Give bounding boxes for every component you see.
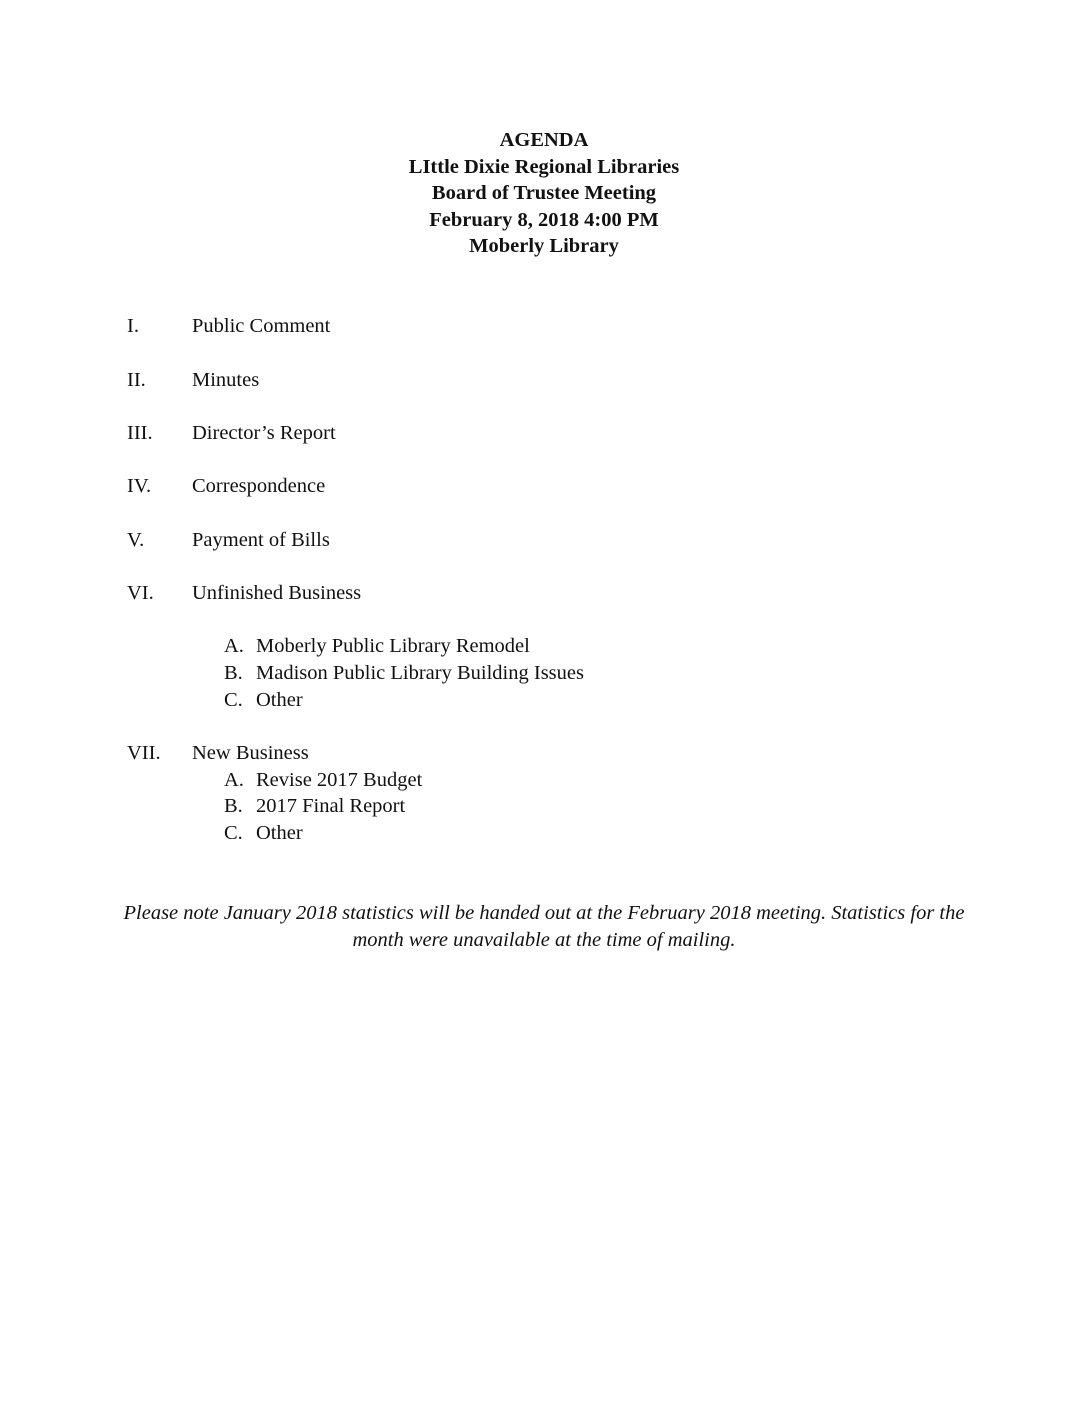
meeting-location: Moberly Library bbox=[469, 235, 619, 258]
organization-name: LIttle Dixie Regional Libraries bbox=[408, 155, 680, 178]
subitem-label: Other bbox=[256, 689, 303, 711]
subitem-label: 2017 Final Report bbox=[256, 795, 406, 817]
subitem-label: Moberly Public Library Remodel bbox=[256, 635, 530, 657]
item-label: Director’s Report bbox=[192, 422, 336, 444]
item-label: Minutes bbox=[192, 369, 260, 391]
item-label: Payment of Bills bbox=[192, 529, 330, 551]
item-label: Unfinished Business bbox=[192, 582, 362, 604]
subitem-label: Other bbox=[256, 822, 303, 844]
item-numeral: V. bbox=[127, 529, 145, 551]
subitem-letter: B. bbox=[224, 795, 243, 817]
item-numeral: III. bbox=[127, 422, 153, 444]
item-numeral: II. bbox=[127, 369, 146, 391]
agenda-title: AGENDA bbox=[499, 129, 589, 151]
subitem-letter: C. bbox=[224, 822, 243, 844]
subitem-label: Revise 2017 Budget bbox=[256, 769, 423, 791]
item-label: Correspondence bbox=[192, 475, 326, 497]
item-label: New Business bbox=[192, 742, 309, 764]
item-numeral: VII. bbox=[127, 742, 161, 764]
subitem-letter: B. bbox=[224, 662, 243, 684]
meeting-name: Board of Trustee Meeting bbox=[431, 182, 657, 205]
statistics-note: Please note January 2018 statistics will be handed out at the February 2018 meeting. Statistics for the month were unavailable at the time of mailing. bbox=[123, 902, 965, 951]
item-numeral: I. bbox=[127, 315, 139, 337]
subitem-letter: C. bbox=[224, 689, 243, 711]
subitem-letter: A. bbox=[224, 769, 244, 791]
item-numeral: IV. bbox=[127, 475, 152, 497]
subitem-label: Madison Public Library Building Issues bbox=[256, 662, 584, 684]
item-numeral: VI. bbox=[127, 582, 154, 604]
item-label: Public Comment bbox=[192, 315, 331, 337]
meeting-date-time: February 8, 2018 4:00 PM bbox=[429, 208, 659, 231]
subitem-letter: A. bbox=[224, 635, 244, 657]
